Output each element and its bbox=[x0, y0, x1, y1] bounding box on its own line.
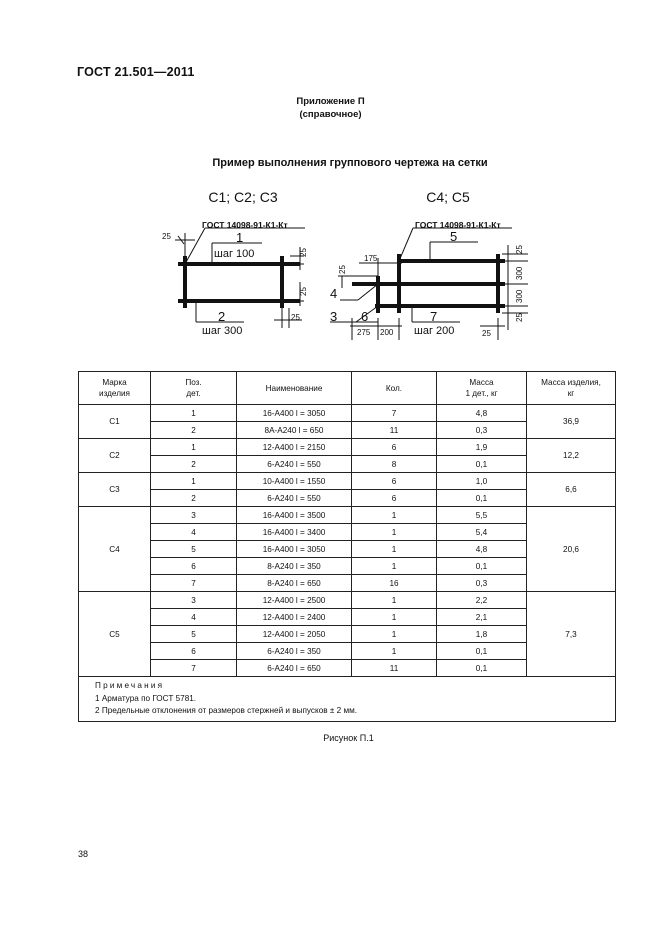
drawing-right-dim-25-bottom: 25 bbox=[482, 329, 491, 338]
drawing-right bbox=[330, 189, 528, 340]
cell-mass: 0,1 bbox=[437, 456, 527, 473]
cell-mass-total: 7,3 bbox=[527, 592, 616, 677]
note-item: 2 Предельные отклонения от размеров стержней и выпусков ± 2 мм. bbox=[95, 706, 358, 715]
drawing-left-dim-25-right: 25 bbox=[299, 248, 308, 257]
drawing-right-dim-175: 175 bbox=[364, 254, 378, 263]
table-header-row bbox=[79, 372, 616, 405]
specification-table bbox=[78, 371, 616, 722]
cell-qty: 6 bbox=[352, 439, 437, 456]
cell-mass-total: 20,6 bbox=[527, 507, 616, 592]
drawing-right-dim-25-left: 25 bbox=[338, 265, 347, 274]
table-row bbox=[79, 405, 616, 422]
table-row bbox=[79, 507, 616, 524]
cell-pos: 5 bbox=[151, 541, 237, 558]
cell-mass: 0,1 bbox=[437, 558, 527, 575]
cell-mass: 2,1 bbox=[437, 609, 527, 626]
table-row bbox=[79, 473, 616, 490]
cell-name: 8-А240 l = 650 bbox=[237, 575, 352, 592]
cell-name: 12-А400 l = 2050 bbox=[237, 626, 352, 643]
cell-qty: 11 bbox=[352, 422, 437, 439]
cell-name: 12-А400 l = 2500 bbox=[237, 592, 352, 609]
drawing-right-step: шаг 200 bbox=[414, 325, 455, 337]
cell-mass: 4,8 bbox=[437, 405, 527, 422]
cell-mass: 0,1 bbox=[437, 643, 527, 660]
header-name: Наименование bbox=[237, 372, 352, 405]
notes-row bbox=[79, 677, 616, 722]
drawing-left bbox=[162, 189, 308, 337]
figure-caption: Рисунок П.1 bbox=[323, 733, 374, 743]
cell-name: 8-А240 l = 350 bbox=[237, 558, 352, 575]
cell-qty: 16 bbox=[352, 575, 437, 592]
cell-qty: 1 bbox=[352, 541, 437, 558]
cell-mass-total: 6,6 bbox=[527, 473, 616, 507]
drawing-right-dim-275: 275 bbox=[357, 328, 371, 337]
drawing-right-dim-300-r1: 300 bbox=[515, 266, 524, 280]
drawing-right-pos4: 4 bbox=[330, 286, 338, 301]
cell-name: 6-А240 l = 550 bbox=[237, 490, 352, 507]
drawing-right-pos7: 7 bbox=[430, 309, 438, 324]
drawing-right-pos3: 3 bbox=[330, 309, 338, 324]
table-row bbox=[79, 592, 616, 609]
cell-mark: С2 bbox=[79, 439, 151, 473]
cell-qty: 1 bbox=[352, 643, 437, 660]
cell-qty: 7 bbox=[352, 405, 437, 422]
cell-pos: 2 bbox=[151, 490, 237, 507]
group-drawing bbox=[0, 180, 661, 360]
drawing-left-step1: шаг 100 bbox=[214, 248, 255, 260]
cell-qty: 1 bbox=[352, 524, 437, 541]
cell-qty: 1 bbox=[352, 558, 437, 575]
notes-title: Примечания bbox=[95, 681, 165, 690]
drawing-right-gost-label: ГОСТ 14098-91-К1-Кт bbox=[415, 220, 501, 230]
header-mass-total: Масса изделия, кг bbox=[527, 372, 616, 405]
cell-mass: 1,0 bbox=[437, 473, 527, 490]
header-qty: Кол. bbox=[352, 372, 437, 405]
cell-qty: 6 bbox=[352, 473, 437, 490]
drawing-right-title: С4; С5 bbox=[426, 189, 470, 205]
table-row bbox=[79, 439, 616, 456]
drawing-left-step2: шаг 300 bbox=[202, 325, 243, 337]
cell-mass: 4,8 bbox=[437, 541, 527, 558]
drawing-left-pos2: 2 bbox=[218, 309, 226, 324]
drawing-right-dim-200: 200 bbox=[380, 328, 394, 337]
cell-name: 12-А400 l = 2400 bbox=[237, 609, 352, 626]
drawing-left-dim-25-top: 25 bbox=[162, 232, 171, 241]
cell-name: 16-А400 l = 3400 bbox=[237, 524, 352, 541]
cell-mark: С3 bbox=[79, 473, 151, 507]
cell-pos: 7 bbox=[151, 660, 237, 677]
notes-cell bbox=[79, 677, 616, 722]
cell-name: 16-А400 l = 3050 bbox=[237, 405, 352, 422]
cell-qty: 1 bbox=[352, 507, 437, 524]
drawing-left-dim-25-bottom: 25 bbox=[291, 313, 300, 322]
drawing-left-dim-25-right-low: 25 bbox=[299, 287, 308, 296]
cell-pos: 6 bbox=[151, 643, 237, 660]
cell-name: 12-А400 l = 2150 bbox=[237, 439, 352, 456]
cell-qty: 8 bbox=[352, 456, 437, 473]
cell-mass: 0,1 bbox=[437, 490, 527, 507]
cell-name: 16-А400 l = 3050 bbox=[237, 541, 352, 558]
cell-qty: 1 bbox=[352, 609, 437, 626]
cell-pos: 1 bbox=[151, 405, 237, 422]
cell-qty: 6 bbox=[352, 490, 437, 507]
cell-qty: 11 bbox=[352, 660, 437, 677]
cell-pos: 7 bbox=[151, 575, 237, 592]
appendix-title: Приложение П bbox=[296, 96, 365, 107]
appendix-subtitle: (справочное) bbox=[299, 109, 362, 120]
drawing-left-pos1: 1 bbox=[236, 230, 244, 245]
page-number: 38 bbox=[78, 849, 89, 859]
cell-name: 10-А400 l = 1550 bbox=[237, 473, 352, 490]
header-mass: Масса 1 дет., кг bbox=[437, 372, 527, 405]
cell-mass: 5,5 bbox=[437, 507, 527, 524]
cell-mass: 0,3 bbox=[437, 422, 527, 439]
cell-mark: С1 bbox=[79, 405, 151, 439]
cell-pos: 4 bbox=[151, 524, 237, 541]
drawing-right-dim-300-r2: 300 bbox=[515, 289, 524, 303]
cell-mass: 2,2 bbox=[437, 592, 527, 609]
cell-name: 6-А240 l = 550 bbox=[237, 456, 352, 473]
cell-pos: 2 bbox=[151, 456, 237, 473]
header-mark: Марка изделия bbox=[79, 372, 151, 405]
cell-pos: 3 bbox=[151, 507, 237, 524]
cell-name: 8А-А240 l = 650 bbox=[237, 422, 352, 439]
cell-name: 16-А400 l = 3500 bbox=[237, 507, 352, 524]
cell-mass: 1,8 bbox=[437, 626, 527, 643]
cell-mass-total: 36,9 bbox=[527, 405, 616, 439]
cell-mass: 1,9 bbox=[437, 439, 527, 456]
cell-mass: 0,3 bbox=[437, 575, 527, 592]
drawing-right-dim-25-r1: 25 bbox=[515, 245, 524, 254]
cell-name: 6-А240 l = 650 bbox=[237, 660, 352, 677]
cell-mass: 5,4 bbox=[437, 524, 527, 541]
cell-qty: 1 bbox=[352, 592, 437, 609]
drawing-right-pos6: 6 bbox=[361, 309, 369, 324]
figure-title: Пример выполнения группового чертежа на сетки bbox=[212, 157, 488, 169]
cell-mark: С5 bbox=[79, 592, 151, 677]
cell-pos: 2 bbox=[151, 422, 237, 439]
cell-pos: 1 bbox=[151, 473, 237, 490]
cell-pos: 4 bbox=[151, 609, 237, 626]
cell-mass: 0,1 bbox=[437, 660, 527, 677]
drawing-right-dim-25-r2: 25 bbox=[515, 313, 524, 322]
cell-pos: 1 bbox=[151, 439, 237, 456]
drawing-left-gost-label: ГОСТ 14098-91-К1-Кт bbox=[202, 220, 288, 230]
document-header: ГОСТ 21.501—2011 bbox=[77, 65, 195, 79]
drawing-left-title: С1; С2; С3 bbox=[208, 189, 278, 205]
cell-name: 6-А240 l = 350 bbox=[237, 643, 352, 660]
cell-pos: 6 bbox=[151, 558, 237, 575]
cell-mass-total: 12,2 bbox=[527, 439, 616, 473]
cell-pos: 5 bbox=[151, 626, 237, 643]
header-pos: Поз. дет. bbox=[151, 372, 237, 405]
note-item: 1 Арматура по ГОСТ 5781. bbox=[95, 693, 197, 703]
cell-mark: С4 bbox=[79, 507, 151, 592]
table-body bbox=[79, 405, 616, 677]
drawing-right-pos5: 5 bbox=[450, 229, 458, 244]
cell-pos: 3 bbox=[151, 592, 237, 609]
cell-qty: 1 bbox=[352, 626, 437, 643]
